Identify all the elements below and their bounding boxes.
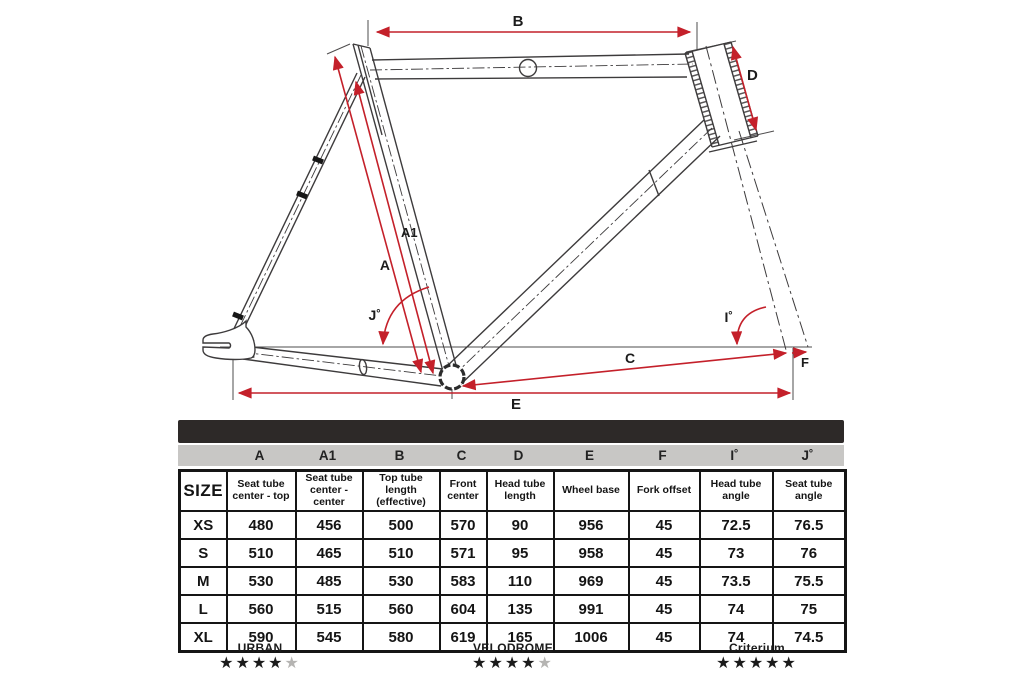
cell: 75	[773, 595, 846, 623]
dim-head-angle-i-arc	[737, 307, 766, 344]
chain-stay-bridge	[358, 359, 367, 375]
col-desc-i: Head tube angle	[700, 471, 773, 512]
label-e: E	[510, 396, 522, 413]
table-row-l	[180, 595, 846, 623]
letter-i: I˚	[730, 448, 739, 463]
header-row	[180, 471, 846, 512]
table-row-s	[180, 539, 846, 567]
table-row-xs	[180, 511, 846, 539]
bottom-bracket	[440, 365, 464, 389]
rating-urban-stars	[175, 655, 345, 673]
stars-filled: ★★★★	[219, 655, 285, 672]
letter-a: A	[254, 448, 265, 463]
geometry-spec-table	[178, 469, 847, 653]
table-title-bar	[178, 420, 844, 443]
cell: 74.5	[773, 623, 846, 652]
cell: 560	[227, 595, 296, 623]
label-c: C	[624, 350, 636, 366]
cell: 510	[363, 539, 440, 567]
top-tube-port	[520, 60, 537, 77]
cell: 500	[363, 511, 440, 539]
cell: 545	[296, 623, 363, 652]
cell: 958	[554, 539, 629, 567]
seat-stay	[229, 73, 365, 343]
label-a1: A1	[401, 225, 418, 240]
dim-fork-offset-f	[792, 352, 806, 353]
cell: 45	[629, 539, 700, 567]
cell: 75.5	[773, 567, 846, 595]
rating-urban-label: URBAN	[237, 641, 283, 655]
column-letters-row	[178, 445, 844, 466]
col-desc-c: Front center	[440, 471, 487, 512]
size-xl: XL	[180, 623, 227, 652]
cell: 530	[227, 567, 296, 595]
stars-empty: ★	[284, 655, 301, 672]
label-j: J˚	[368, 307, 381, 323]
size-header: SIZE	[180, 471, 227, 512]
rating-velodrome-label: VELODROME	[472, 641, 554, 655]
label-a: A	[379, 257, 390, 273]
cell: 72.5	[700, 511, 773, 539]
top-tube	[370, 54, 693, 79]
cell: 73.5	[700, 567, 773, 595]
stars-filled: ★★★★	[472, 655, 538, 672]
letter-f: F	[658, 448, 667, 463]
label-i: I˚	[724, 309, 733, 325]
letter-b: B	[394, 448, 405, 463]
letter-j: J˚	[801, 448, 814, 463]
letter-e: E	[584, 448, 594, 463]
cell: 510	[227, 539, 296, 567]
label-f: F	[801, 355, 809, 370]
rating-criterium-stars	[672, 655, 842, 673]
col-desc-f: Fork offset	[629, 471, 700, 512]
col-desc-e: Wheel base	[554, 471, 629, 512]
col-desc-j: Seat tube angle	[773, 471, 846, 512]
size-xs: XS	[180, 511, 227, 539]
dimension-labels	[369, 13, 809, 413]
fork-axis-lines	[706, 46, 808, 350]
col-desc-a: Seat tube center - top	[227, 471, 296, 512]
cell: 530	[363, 567, 440, 595]
cell: 590	[227, 623, 296, 652]
cell: 90	[487, 511, 554, 539]
cell: 45	[629, 511, 700, 539]
cell: 74	[700, 595, 773, 623]
cell: 110	[487, 567, 554, 595]
size-m: M	[180, 567, 227, 595]
rating-criterium-label: Criterium	[728, 641, 786, 655]
rating-velodrome	[428, 641, 598, 673]
size-s: S	[180, 539, 227, 567]
label-b: B	[512, 13, 524, 30]
dim-seat-tube-a	[335, 57, 421, 372]
rating-urban	[175, 641, 345, 673]
cell: 95	[487, 539, 554, 567]
cell: 45	[629, 595, 700, 623]
dimension-arrows	[239, 32, 806, 393]
table-row-m	[180, 567, 846, 595]
down-tube	[444, 120, 720, 385]
rear-dropout	[203, 321, 255, 360]
cell: 480	[227, 511, 296, 539]
cell: 583	[440, 567, 487, 595]
cell: 135	[487, 595, 554, 623]
cell: 165	[487, 623, 554, 652]
label-d: D	[747, 67, 758, 84]
extension-lines	[220, 20, 812, 400]
cell: 515	[296, 595, 363, 623]
cell: 570	[440, 511, 487, 539]
letter-a1: A1	[318, 448, 337, 463]
stars-filled: ★★★★★	[716, 655, 798, 672]
col-desc-d: Head tube length	[487, 471, 554, 512]
cell: 1006	[554, 623, 629, 652]
cell: 73	[700, 539, 773, 567]
cell: 465	[296, 539, 363, 567]
cell: 956	[554, 511, 629, 539]
rating-velodrome-stars	[428, 655, 598, 673]
letter-c: C	[456, 448, 467, 463]
rating-criterium	[672, 641, 842, 673]
stars-empty: ★	[537, 655, 554, 672]
cell: 969	[554, 567, 629, 595]
cell: 45	[629, 623, 700, 652]
cell: 74	[700, 623, 773, 652]
geometry-table-section	[178, 420, 844, 653]
col-desc-a1: Seat tube center - center	[296, 471, 363, 512]
letter-d: D	[513, 448, 524, 463]
cell: 604	[440, 595, 487, 623]
cell: 560	[363, 595, 440, 623]
dim-seat-tube-a1	[356, 82, 433, 373]
cell: 45	[629, 567, 700, 595]
letter-blank	[178, 445, 225, 466]
col-desc-b: Top tube length (effective)	[363, 471, 440, 512]
cell: 456	[296, 511, 363, 539]
seat-tube	[353, 44, 459, 377]
cell: 619	[440, 623, 487, 652]
cell: 485	[296, 567, 363, 595]
cell: 76	[773, 539, 846, 567]
cell: 571	[440, 539, 487, 567]
size-l: L	[180, 595, 227, 623]
cell: 76.5	[773, 511, 846, 539]
cell: 580	[363, 623, 440, 652]
cell: 991	[554, 595, 629, 623]
